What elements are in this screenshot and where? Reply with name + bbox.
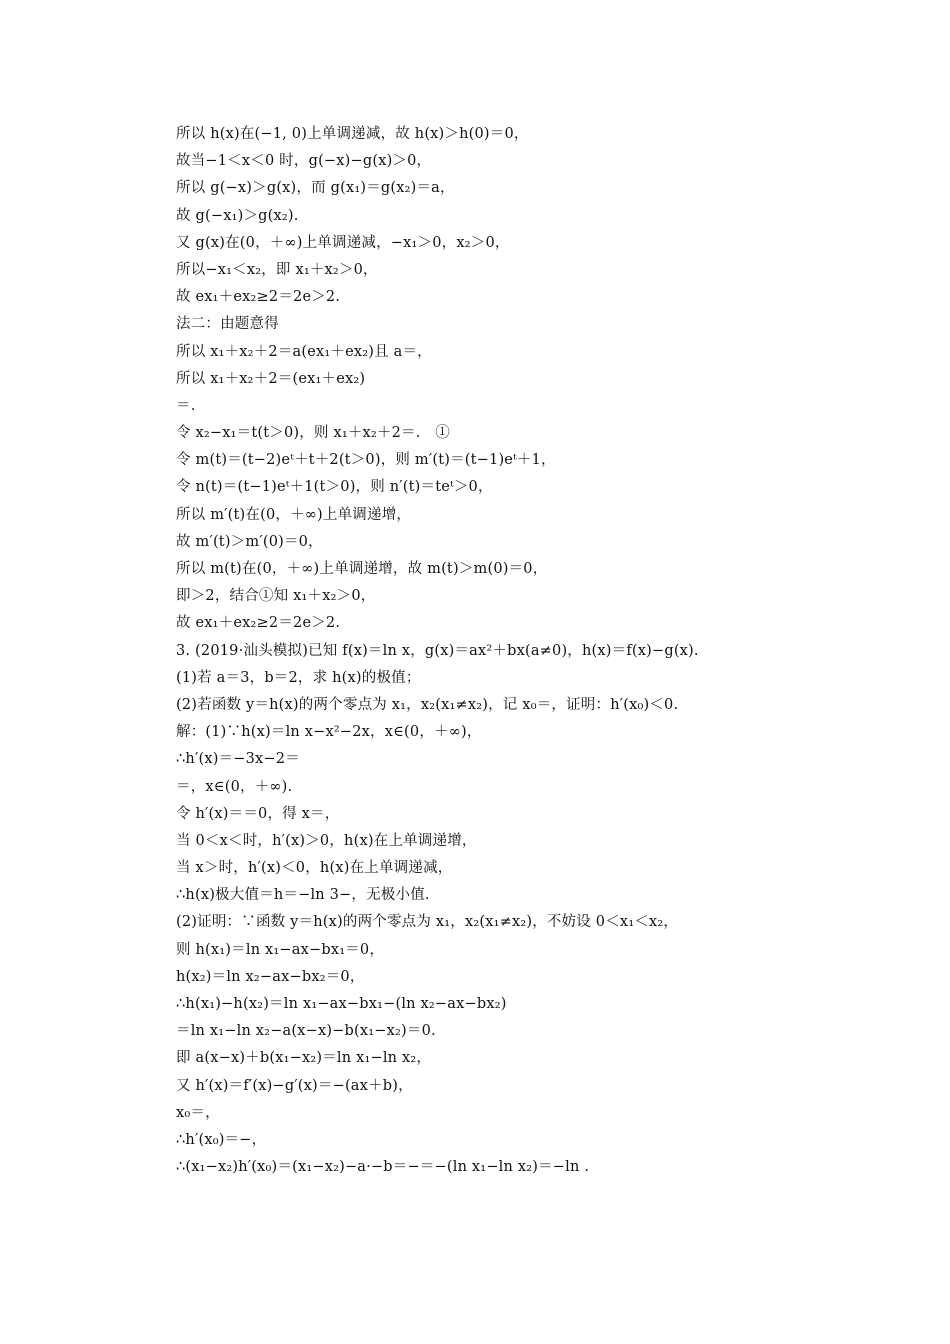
text-line: 故 g(−x₁)＞g(x₂). bbox=[176, 207, 299, 224]
text-line: 故当−1＜x＜0 时，g(−x)−g(x)＞0， bbox=[176, 153, 432, 170]
document-body bbox=[176, 121, 876, 1181]
text-line: ∴h′(x)＝−3x−2＝ bbox=[176, 751, 300, 768]
text-line: (2)若函数 y＝h(x)的两个零点为 x₁，x₂(x₁≠x₂)，记 x₀＝，证明：h′(x₀)＜0. bbox=[176, 696, 679, 713]
text-line: 当 x＞时，h′(x)＜0，h(x)在上单调递减， bbox=[176, 860, 453, 877]
text-line: h(x₂)＝ln x₂−ax−bx₂＝0， bbox=[176, 968, 365, 985]
text-line: 令 m(t)＝(t−2)eᵗ＋t＋2(t＞0)，则 m′(t)＝(t−1)eᵗ＋1， bbox=[176, 452, 556, 469]
text-line: 即 a(x−x)＋b(x₁−x₂)＝ln x₁−ln x₂， bbox=[176, 1050, 432, 1067]
text-line: 所以 h(x)在(−1, 0)上单调递减，故 h(x)＞h(0)＝0， bbox=[176, 126, 529, 142]
text-line: 当 0＜x＜时，h′(x)＞0，h(x)在上单调递增， bbox=[176, 832, 477, 849]
text-line: ∴h(x)极大值＝h＝−ln 3−，无极小值. bbox=[176, 887, 430, 904]
text-line: x₀＝， bbox=[176, 1104, 220, 1121]
text-line: 令 h′(x)＝＝0，得 x＝， bbox=[176, 805, 340, 822]
text-line: 又 h′(x)＝f′(x)−g′(x)＝−(ax＋b)， bbox=[176, 1077, 413, 1094]
text-line: ∴(x₁−x₂)h′(x₀)＝(x₁−x₂)−a·−b＝−＝−(ln x₁−ln x₂)＝−ln . bbox=[176, 1159, 590, 1176]
text-line: 故 ex₁＋ex₂≥2＝2e＞2. bbox=[176, 615, 341, 632]
problem-statement: 3. (2019·汕头模拟)已知 f(x)＝ln x，g(x)＝ax²＋bx(a≠0)，h(x)＝f(x)−g(x). bbox=[176, 642, 699, 659]
text-line: 故 ex₁＋ex₂≥2＝2e＞2. bbox=[176, 289, 341, 306]
text-line: 令 n(t)＝(t−1)eᵗ＋1(t＞0)，则 n′(t)＝teᵗ＞0， bbox=[176, 479, 493, 496]
text-line: 所以 m(t)在(0，＋∞)上单调递增，故 m(t)＞m(0)＝0， bbox=[176, 561, 548, 577]
text-line: 解：(1)∵h(x)＝ln x−x²−2x，x∈(0，＋∞)， bbox=[176, 724, 482, 741]
text-line: 令 x₂−x₁＝t(t＞0)，则 x₁＋x₂＋2＝. ① bbox=[176, 425, 450, 442]
text-line: 则 h(x₁)＝ln x₁−ax−bx₁＝0， bbox=[176, 941, 385, 958]
text-line: 故 m′(t)＞m′(0)＝0， bbox=[176, 533, 323, 550]
text-line: 所以 x₁＋x₂＋2＝(ex₁＋ex₂) bbox=[176, 370, 366, 387]
text-line: 所以 x₁＋x₂＋2＝a(ex₁＋ex₂)且 a＝， bbox=[176, 343, 432, 360]
text-line: (2)证明：∵函数 y＝h(x)的两个零点为 x₁，x₂(x₁≠x₂)，不妨设 0＜x₁＜x₂， bbox=[176, 914, 679, 931]
text-line: 所以−x₁＜x₂，即 x₁＋x₂＞0， bbox=[176, 261, 378, 278]
text-line: 又 g(x)在(0，＋∞)上单调递减，−x₁＞0，x₂＞0， bbox=[176, 234, 510, 251]
text-line: ∴h(x₁)−h(x₂)＝ln x₁−ax−bx₁−(ln x₂−ax−bx₂) bbox=[176, 996, 507, 1012]
text-line: ＝ln x₁−ln x₂−a(x−x)−b(x₁−x₂)＝0. bbox=[176, 1023, 436, 1040]
text-line: (1)若 a＝3，b＝2，求 h(x)的极值； bbox=[176, 669, 421, 686]
text-line: ＝. bbox=[176, 397, 196, 414]
text-line: 即＞2，结合①知 x₁＋x₂＞0， bbox=[176, 588, 376, 605]
text-line: 所以 m′(t)在(0，＋∞)上单调递增， bbox=[176, 506, 412, 523]
text-line: ＝，x∈(0，＋∞). bbox=[176, 778, 293, 795]
text-line: ∴h′(x₀)＝−， bbox=[176, 1131, 267, 1148]
text-line: 所以 g(−x)＞g(x)，而 g(x₁)＝g(x₂)＝a， bbox=[176, 180, 455, 197]
text-line: 法二：由题意得 bbox=[176, 316, 279, 333]
